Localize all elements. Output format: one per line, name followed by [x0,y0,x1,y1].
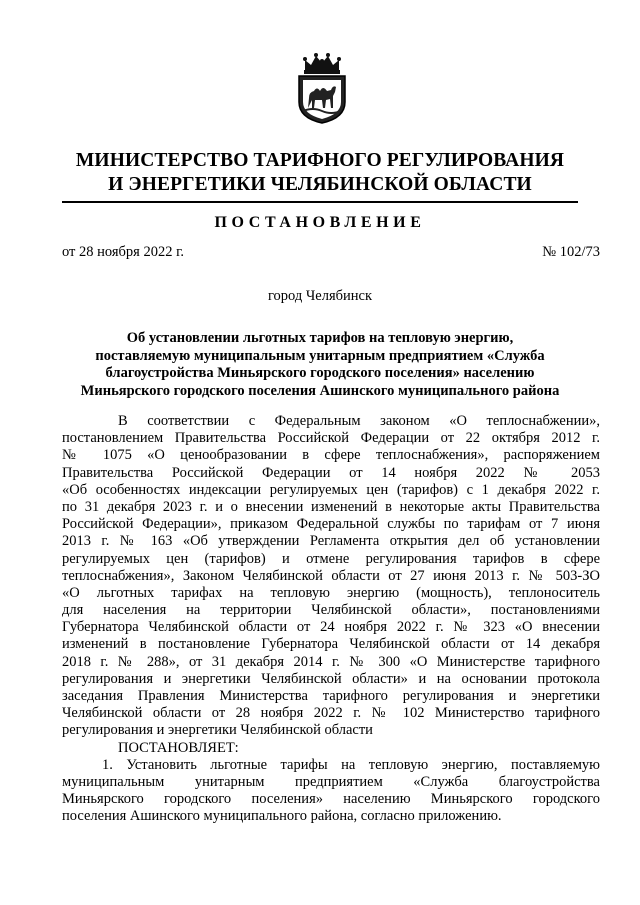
title-line: Об установлении льготных тарифов на тепловую энергию, [126,330,514,346]
title-line: Миньярского городского поселения Ашинского муниципального района [80,382,560,399]
ministry-name-line2: И ЭНЕРГЕТИКИ ЧЕЛЯБИНСКОЙ ОБЛАСТИ [108,174,532,195]
body-line: регулируемых цен (тарифов) и отмене регулирования тарифов в сфере [62,550,600,567]
decree-city: город Челябинск [267,288,373,304]
body-line: изменений в постановление Губернатора Челябинской области от 14 декабря [62,636,600,653]
body-line: Миньярского городского поселения» населению Миньярского городского [62,791,600,808]
body-line: Правительства Российской Федерации от 14 ноября 2022 № 2053 [62,464,600,481]
body-line: Челябинской области от 28 ноября 2022 г. № 102 Министерство тарифного [62,705,600,722]
body-line: муниципальным унитарным предприятием «Служба благоустройства [62,773,600,790]
body-line: «Об особенностях индексации регулируемых цен (тарифов) с 1 декабря 2022 г. [62,481,600,498]
body-line: заседания Правления Министерства тарифного регулирования и энергетики [62,688,600,704]
body-line: Российской Федерации», приказом Федеральной службы по тарифам от 7 июня [62,516,600,533]
document-type: ПОСТАНОВЛЕНИЕ [214,214,426,231]
body-line: 2018 г. № 288», от 31 декабря 2014 г. № 300 «О Министерстве тарифного [62,653,600,670]
body-line: «О льготных тарифах на тепловую энергию (мощность), теплоноситель [62,584,600,601]
decree-title [62,330,578,400]
body-line: по 31 декабря 2023 г. и о внесении изменений в некоторые акты Правительства [62,498,600,515]
header-divider [62,201,578,203]
coat-of-arms-icon [293,52,351,124]
decree-date: от 28 ноября 2022 г. [62,244,185,260]
decree-body [62,413,600,826]
body-line: теплоснабжения», Законом Челябинской области от 27 июня 2013 г. № 503-ЗО [62,567,600,584]
body-line: № 1075 «О ценообразовании в сфере теплоснабжения», распоряжением [62,447,600,464]
body-line: постановлением Правительства Российской Федерации от 22 октября 2012 г. [62,430,600,447]
body-line: для населения на территории Челябинской области», постановлениями [62,602,600,619]
body-line: 2013 г. № 163 «Об утверждении Регламента открытия дел об установлении [62,533,600,550]
body-line: регулирования и энергетики Челябинской области» и на основании протокола [62,670,600,687]
ministry-name-line1: МИНИСТЕРСТВО ТАРИФНОГО РЕГУЛИРОВАНИЯ [75,150,565,171]
body-line: 1. Установить льготные тарифы на тепловую энергию, поставляемую [102,756,600,773]
body-line: регулирования и энергетики Челябинской области [62,722,373,739]
title-line: благоустройства Миньярского городского поселения» населению [105,365,535,381]
body-line: поселения Ашинского муниципального района, согласно приложению. [62,808,502,825]
resolves-heading: ПОСТАНОВЛЯЕТ: [118,739,239,756]
body-line: В соответствии с Федеральным законом «О теплоснабжении», [118,413,600,429]
decree-number: № 102/73 [542,244,600,260]
body-line: Губернатора Челябинской области от 24 ноября 2022 г. № 323 «О внесении [62,619,600,636]
title-line: поставляемую муниципальным унитарным предприятием «Служба [95,347,545,364]
